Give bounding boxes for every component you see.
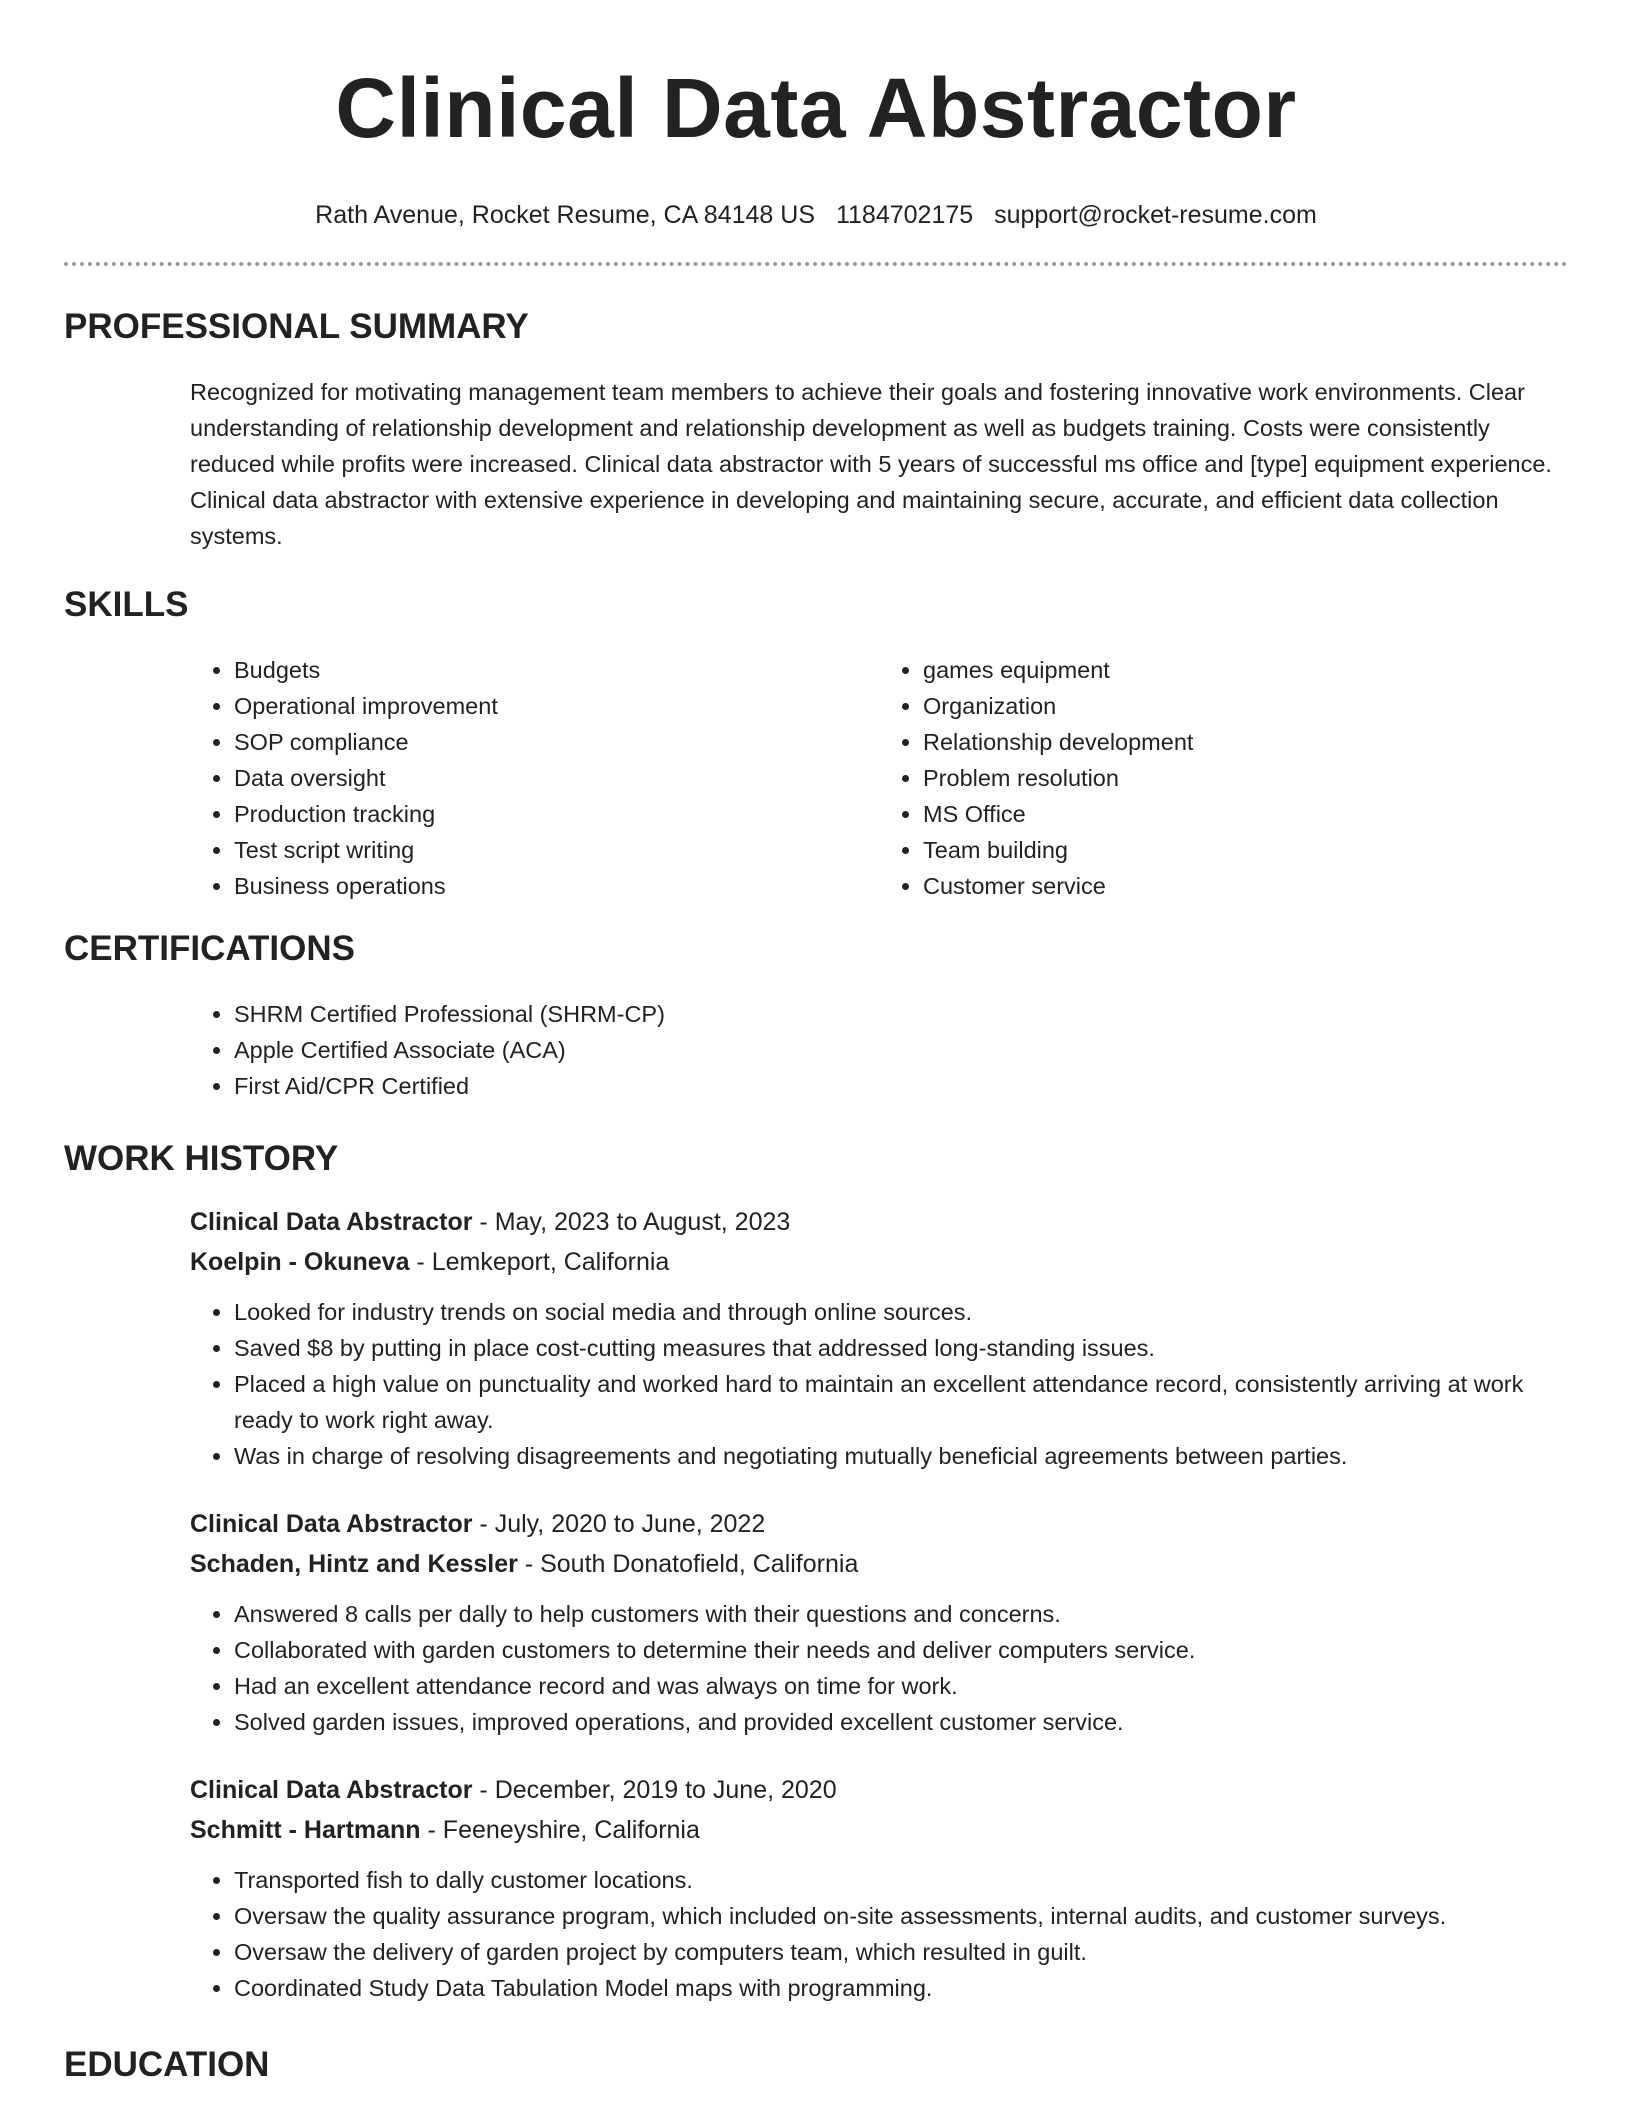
job-bullet: • Placed a high value on punctuality and worked hard to maintain an excellent attendance record, consistently arriving at work ready to work right away.	[234, 1366, 1568, 1438]
certification-item: • SHRM Certified Professional (SHRM-CP)	[234, 996, 1568, 1032]
job-entry	[190, 1504, 1568, 1740]
job-bullet: • Oversaw the delivery of garden project by computers team, which resulted in guilt.	[234, 1934, 1568, 1970]
job-bullet: • Answered 8 calls per dally to help customers with their questions and concerns.	[234, 1596, 1568, 1632]
skills-list	[190, 652, 1568, 904]
certifications-list	[190, 996, 1568, 1104]
skill-item: • Business operations	[234, 868, 879, 904]
section-title-education: EDUCATION	[64, 2045, 270, 2084]
certification-item: • Apple Certified Associate (ACA)	[234, 1032, 1568, 1068]
skills-column-left	[190, 652, 879, 904]
job-bullet: • Looked for industry trends on social media and through online sources.	[234, 1294, 1568, 1330]
skill-item: • Test script writing	[234, 832, 879, 868]
skill-item: • Relationship development	[923, 724, 1568, 760]
skills-column-right	[879, 652, 1568, 904]
company-name: Schaden, Hintz and Kessler	[190, 1550, 518, 1578]
contact-phone: 1184702175	[835, 201, 974, 229]
job-title: Clinical Data Abstractor	[190, 1776, 473, 1804]
job-bullet: • Coordinated Study Data Tabulation Model maps with programming.	[234, 1970, 1568, 2006]
job-bullets	[190, 1596, 1568, 1740]
resume-name: Clinical Data Abstractor	[335, 61, 1297, 155]
company-line	[190, 1810, 1568, 1850]
skill-item: • Problem resolution	[923, 760, 1568, 796]
skill-item: • Team building	[923, 832, 1568, 868]
job-dates: - July, 2020 to June, 2022	[472, 1510, 766, 1538]
skill-item: • Organization	[923, 688, 1568, 724]
job-bullet: • Oversaw the quality assurance program, which included on-site assessments, internal audits, and customer surveys.	[234, 1898, 1568, 1934]
job-bullet: • Saved $8 by putting in place cost-cutting measures that addressed long-standing issues.	[234, 1330, 1568, 1366]
company-name: Koelpin - Okuneva	[190, 1248, 410, 1276]
job-bullet: • Collaborated with garden customers to determine their needs and deliver computers service.	[234, 1632, 1568, 1668]
skill-item: • Production tracking	[234, 796, 879, 832]
company-location: - Lemkeport, California	[409, 1248, 670, 1276]
contact-line	[64, 198, 1568, 232]
company-name: Schmitt - Hartmann	[190, 1816, 421, 1844]
skill-item: • games equipment	[923, 652, 1568, 688]
job-entry	[190, 1202, 1568, 1474]
job-bullets	[190, 1294, 1568, 1474]
skill-item: • Budgets	[234, 652, 879, 688]
certification-item: • First Aid/CPR Certified	[234, 1068, 1568, 1104]
skill-item: • Data oversight	[234, 760, 879, 796]
company-line	[190, 1242, 1568, 1282]
job-title-line	[190, 1770, 1568, 1810]
job-title: Clinical Data Abstractor	[190, 1510, 473, 1538]
skill-item: • MS Office	[923, 796, 1568, 832]
section-title-skills: SKILLS	[64, 585, 189, 624]
skill-item: • SOP compliance	[234, 724, 879, 760]
job-entry	[190, 1770, 1568, 2006]
job-dates: - May, 2023 to August, 2023	[472, 1208, 791, 1236]
job-dates: - December, 2019 to June, 2020	[472, 1776, 837, 1804]
summary-text: Recognized for motivating management team members to achieve their goals and fostering innovative work environments. Clear understanding of relationship development and relationship development as well as budgets training. Costs were consistently reduced while profits were increased. Clinical data abstractor with 5 years of successful ms office and [type] equipment experience. Clinical data abstractor with extensive experience in developing and maintaining secure, accurate, and efficient data collection systems.	[190, 379, 1552, 549]
company-line	[190, 1544, 1568, 1584]
skill-item: • Customer service	[923, 868, 1568, 904]
section-title-certifications: CERTIFICATIONS	[64, 929, 356, 968]
job-bullets	[190, 1862, 1568, 2006]
company-location: - South Donatofield, California	[517, 1550, 859, 1578]
section-title-work-history: WORK HISTORY	[64, 1139, 339, 1178]
job-title: Clinical Data Abstractor	[190, 1208, 473, 1236]
job-bullet: • Solved garden issues, improved operations, and provided excellent customer service.	[234, 1704, 1568, 1740]
job-bullet: • Had an excellent attendance record and was always on time for work.	[234, 1668, 1568, 1704]
skill-item: • Operational improvement	[234, 688, 879, 724]
job-title-line	[190, 1504, 1568, 1544]
contact-address: Rath Avenue, Rocket Resume, CA 84148 US	[315, 201, 816, 229]
section-title-summary: PROFESSIONAL SUMMARY	[64, 307, 529, 346]
job-title-line	[190, 1202, 1568, 1242]
job-bullet: • Transported fish to dally customer locations.	[234, 1862, 1568, 1898]
contact-email: support@rocket-resume.com	[994, 201, 1317, 229]
header-divider	[64, 262, 1568, 266]
job-bullet: • Was in charge of resolving disagreements and negotiating mutually beneficial agreements between parties.	[234, 1438, 1568, 1474]
company-location: - Feeneyshire, California	[420, 1816, 700, 1844]
